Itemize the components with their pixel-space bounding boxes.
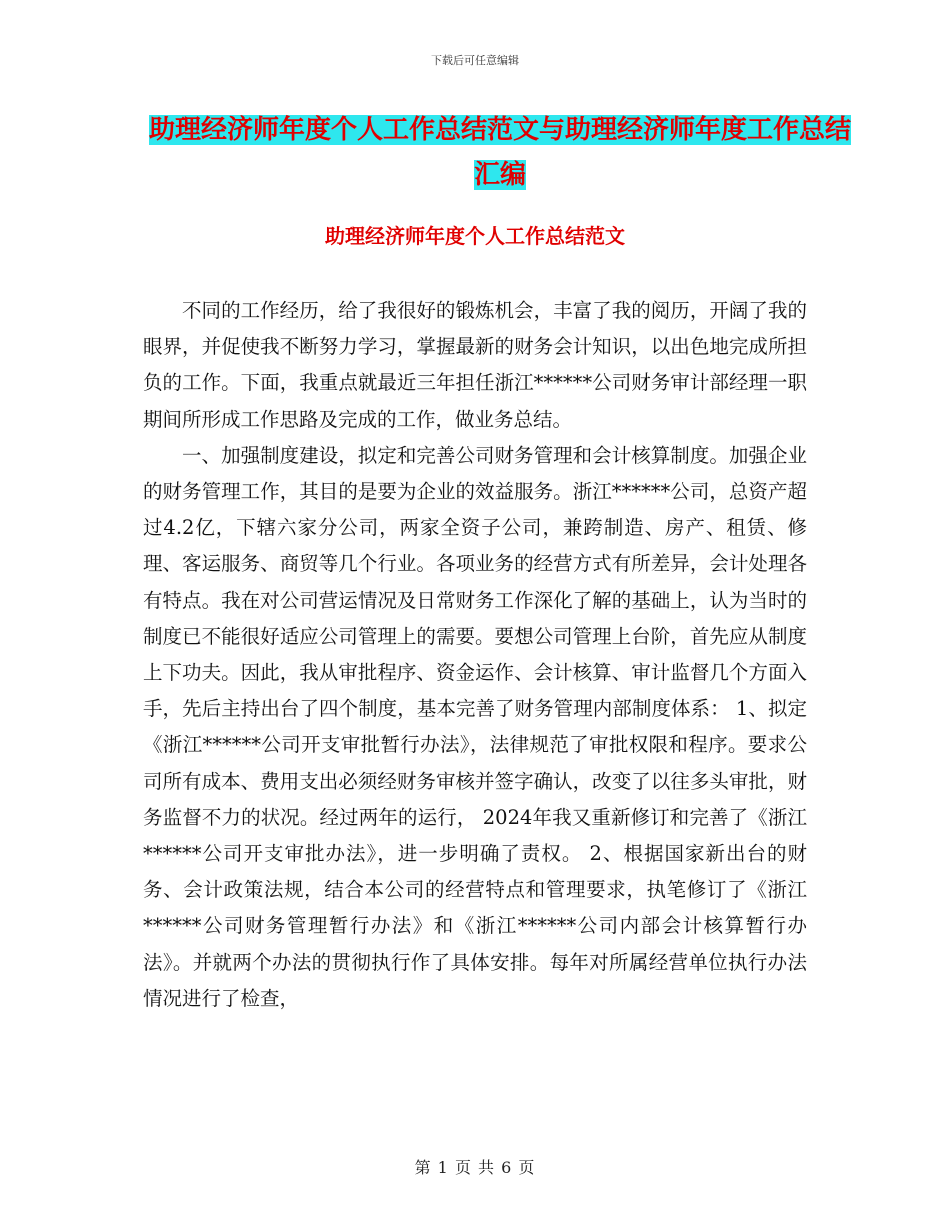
page-footer: 第 1 页 共 6 页 — [414, 1158, 536, 1177]
paragraph-2: 一、加强制度建设，拟定和完善公司财务管理和会计核算制度。加强企业的财务管理工作，其目的是要为企业的效益服务。浙江******公司，总资产超过4.2亿，下辖六家分公司，两家全资子公司，兼跨制造、房产、租赁、修理、客运服务、商贸等几个行业。各项业务的经营方式有所差异，会计处理各有特点。我在对公司营运情况及日常财务工作深化了解的基础上，认为当时的制度已不能很好适应公司管理上的需要。要想公司管理上台阶，首先应从制度上下功夫。因此，我从审批程序、资金运作、会计核算、审计监督几个方面入手，先后主持出台了四个制度，基本完善了财务管理内部制度体系： 1、拟定《浙江******公司开支审批暂行办法》，法律规范了审批权限和程序。要求公司所有成本、费用支出必须经财务审核并签字确认，改变了以往多头审批，财务监督不力的状况。经过两年的运行， 2024年我又重新修订和完善了《浙江******公司开支审批办法》，进一步明确了责权。 2、根据国家新出台的财务、会计政策法规，结合本公司的经营特点和管理要求，执笔修订了《浙江******公司财务管理暂行办法》和《浙江******公司内部会计核算暂行办法》。并就两个办法的贯彻执行作了具体安排。每年对所属经营单位执行办法情况进行了检查， — [143, 443, 807, 1010]
body-text — [143, 293, 807, 1017]
paragraph-1: 不同的工作经历，给了我很好的锻炼机会，丰富了我的阅历，开阔了我的眼界，并促使我不断努力学习，掌握最新的财务会计知识，以出色地完成所担负的工作。下面，我重点就最近三年担任浙江******公司财务审计部经理一职期间所形成工作思路及完成的工作，做业务总结。 — [143, 299, 807, 431]
document-title-text: 助理经济师年度个人工作总结范文与助理经济师年度工作总结汇编 — [148, 115, 851, 190]
section-heading: 助理经济师年度个人工作总结范文 — [325, 224, 625, 248]
header-note: 下载后可任意编辑 — [431, 54, 519, 67]
document-title — [140, 108, 860, 198]
